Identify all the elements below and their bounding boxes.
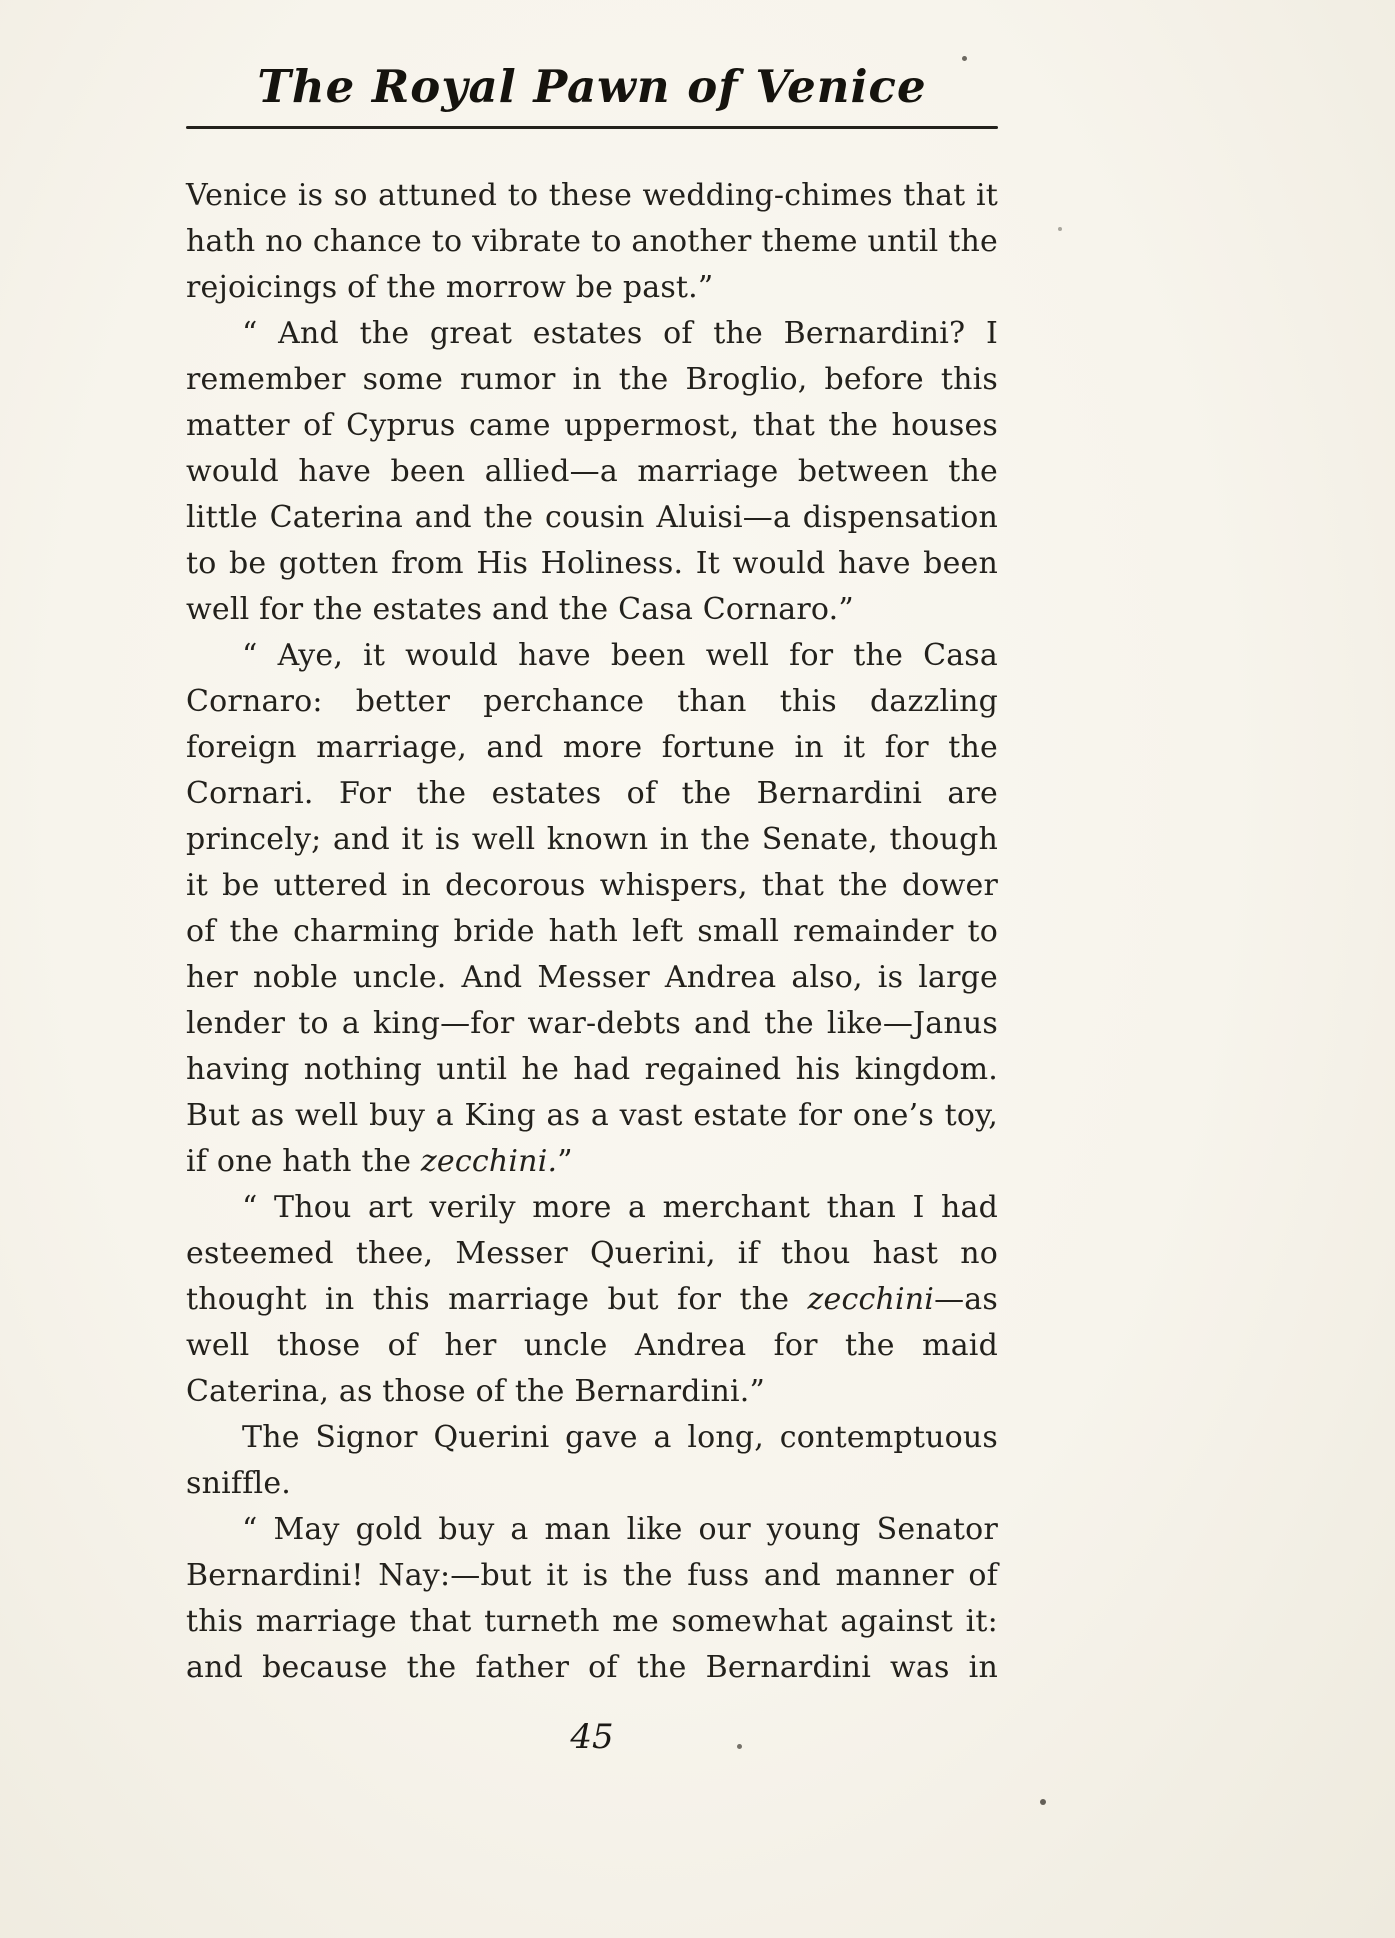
paragraph [186,311,998,633]
italic-text-run: zecchini [807,1282,935,1317]
text-run: ” [557,1144,573,1179]
italic-text-run: zecchini. [420,1144,558,1179]
text-run: “ Thou art verily more a merchant than I had esteemed thee, Messer Querini, if thou hast no thought in this marriage but for the [186,1190,998,1317]
paragraph [186,1507,998,1691]
ink-speck [737,1744,742,1749]
ink-speck [1058,227,1062,231]
text-block [186,173,998,1691]
text-run: “ And the great estates of the Bernardini? I remember some rumor in the Broglio, before this matter of Cyprus came uppermost, that the houses would have been allied—a marriage between the little Caterina and the cousin Aluisi—a dispensation to be gotten from His Holiness. It would have been well for the estates and the Casa Cornaro.” [186,316,998,627]
running-head-title: The Royal Pawn of Venice [257,60,927,113]
page-content [186,60,998,1757]
text-run: “ Aye, it would have been well for the Casa Cornaro: better perchance than this dazzling foreign marriage, and more fortune in it for the Cornari. For the estates of the Bernardini are princely; and it is well known in the Senate, though it be uttered in decorous whispers, that the dower of the charming bride hath left small remainder to her noble uncle. And Messer Andrea also, is large lender to a king—for war-debts and the like—Janus having nothing until he had regained his kingdom. But as well buy a King as a vast estate for one’s toy, if one hath the [186,638,998,1179]
page-number: 45 [570,1717,614,1757]
ink-speck [1040,1799,1046,1805]
text-run: “ May gold buy a man like our young Senator Bernardini! Nay:—but it is the fuss and manner of this marriage that turneth me somewhat against it: and because the father of the Bernardini was in [186,1512,998,1685]
text-run: The Signor Querini gave a long, contemptuous sniffle. [186,1420,998,1501]
paragraph [186,633,998,1185]
page-footer [186,1717,998,1757]
paragraph [186,1415,998,1507]
text-run: —as well those of her uncle Andrea for the maid Caterina, as those of the Bernardini.” [186,1282,998,1409]
text-run: Venice is so attuned to these wedding-chimes that it hath no chance to vibrate to another theme until the rejoicings of the morrow be past.” [186,178,998,305]
ink-speck [962,56,967,61]
paragraph [186,173,998,311]
paragraph [186,1185,998,1415]
page-header [186,60,998,129]
title-rule [186,126,998,129]
